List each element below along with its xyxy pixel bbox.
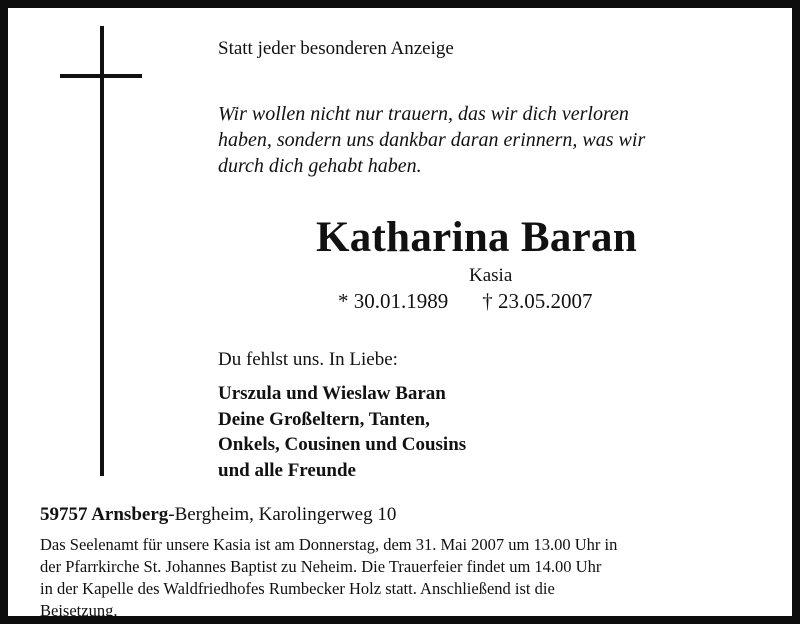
cross-horizontal-bar xyxy=(60,74,142,78)
family-signatures xyxy=(218,381,466,483)
address-line xyxy=(40,504,396,526)
address-street: -Bergheim, Karolingerweg 10 xyxy=(168,504,397,525)
quote-line: Wir wollen nicht nur trauern, das wir dich verloren xyxy=(218,103,629,125)
family-line: Onkels, Cousinen und Cousins xyxy=(218,434,467,455)
details-line: in der Kapelle des Waldfriedhofes Rumbecker Holz statt. Anschließend ist die xyxy=(40,579,555,598)
intro-line: Statt jeder besonderen Anzeige xyxy=(218,38,454,59)
missing-you-line: Du fehlst uns. In Liebe: xyxy=(218,349,398,370)
service-details xyxy=(40,534,780,622)
family-line: Deine Großeltern, Tanten, xyxy=(218,408,430,430)
family-line: und alle Freunde xyxy=(218,459,356,481)
address-postcode-city: 59757 Arnsberg xyxy=(40,504,169,525)
birth-date: * 30.01.1989 xyxy=(338,289,449,313)
life-dates xyxy=(338,289,593,314)
family-line: Urszula und Wieslaw Baran xyxy=(218,383,446,404)
deceased-nickname: Kasia xyxy=(469,265,513,286)
details-line: der Pfarrkirche St. Johannes Baptist zu Neheim. Die Trauerfeier findet um 14.00 Uhr xyxy=(40,557,602,576)
quote-line: durch dich gehabt haben. xyxy=(218,155,422,177)
details-line: Beisetzung. xyxy=(40,601,118,620)
quote-line: haben, sondern uns dankbar daran erinnern, was wir xyxy=(218,129,646,151)
details-line: Das Seelenamt für unsere Kasia ist am Donnerstag, dem 31. Mai 2007 um 13.00 Uhr in xyxy=(40,535,618,554)
death-date: † 23.05.2007 xyxy=(482,289,593,313)
memorial-quote xyxy=(218,101,778,179)
deceased-name: Katharina Baran xyxy=(316,214,638,261)
cross-vertical-bar xyxy=(100,26,104,476)
